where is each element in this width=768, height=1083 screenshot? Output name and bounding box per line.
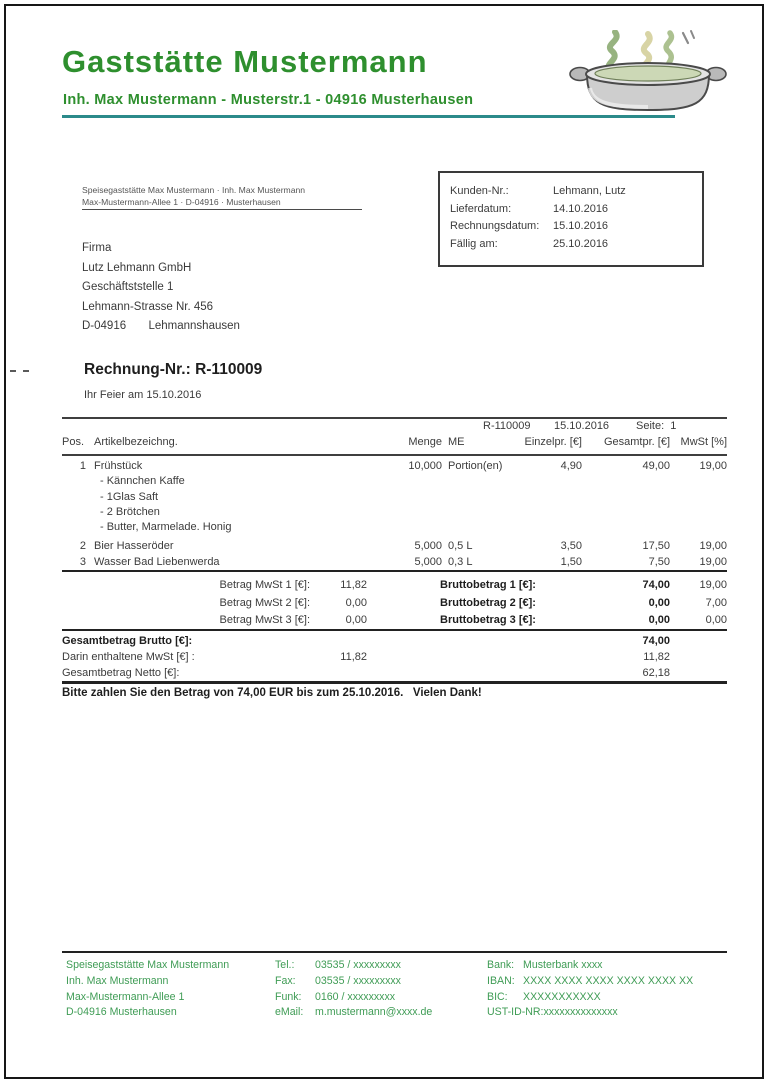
- row-description: Wasser Bad Liebenwerda: [94, 555, 220, 568]
- vat-amount-label: Betrag MwSt 1 [€]:: [219, 579, 310, 591]
- customer-number-value: Lehmann, Lutz: [553, 185, 626, 197]
- footer-divider: [62, 951, 727, 953]
- total-gross-value: 74,00: [642, 635, 670, 647]
- footer-city: D-04916 Musterhausen: [66, 1006, 177, 1019]
- table-header-row: [62, 436, 727, 448]
- row-sub-item: - 1Glas Saft: [100, 490, 159, 503]
- bank-value: Musterbank xxxx: [523, 959, 603, 971]
- footer-bank-column: [487, 958, 693, 1021]
- vat-rate-value: 7,00: [705, 596, 727, 609]
- meta-invoice-number: R-110009: [483, 420, 531, 432]
- total-gross-label: Gesamtbetrag Brutto [€]:: [62, 635, 193, 647]
- header-unit-price: Einzelpr. [€]: [524, 436, 582, 448]
- table-row: [62, 505, 727, 520]
- row-sub-item: - Butter, Marmelade. Honig: [100, 521, 232, 534]
- table-row: [62, 520, 727, 535]
- footer-company: Speisegaststätte Max Mustermann: [66, 959, 230, 971]
- phone-label: Tel.:: [275, 959, 295, 971]
- cooking-pot-icon: [550, 30, 746, 116]
- vat-amount-value: 0,00: [345, 596, 367, 609]
- mobile-label: Funk:: [275, 990, 302, 1003]
- row-unit-price: 3,50: [560, 540, 582, 553]
- row-vat: 19,00: [699, 540, 727, 553]
- table-row: [62, 474, 727, 489]
- header-total-price: Gesamtpr. [€]: [603, 436, 670, 448]
- row-unit: Portion(en): [448, 460, 503, 472]
- recipient-department: Geschäftststelle 1: [82, 281, 174, 293]
- fax-label: Fax:: [275, 974, 296, 987]
- included-vat-mid-value: 11,82: [340, 651, 367, 663]
- vat-rate-value: 19,00: [699, 579, 727, 591]
- header-pos: Pos.: [62, 436, 85, 448]
- table-rule-items-bottom: [62, 570, 727, 572]
- info-row-delivery-date: [450, 201, 696, 219]
- recipient-street: Lehmann-Strasse Nr. 456: [82, 300, 214, 313]
- info-row-due-date: [450, 236, 696, 254]
- row-pos: 3: [79, 555, 86, 568]
- total-net-row: [62, 665, 727, 681]
- header-unit: ME: [448, 436, 465, 448]
- vat-id-value: xxxxxxxxxxxxxx: [543, 1006, 618, 1019]
- header-vat: MwSt [%]: [680, 436, 727, 448]
- company-subtitle: Inh. Max Mustermann - Musterstr.1 - 04916 Musterhausen: [63, 92, 474, 108]
- table-row: [62, 459, 727, 474]
- table-rule-vat-bottom: [62, 629, 727, 631]
- sender-return-address: Max-Mustermann-Allee 1 · D-04916 · Musterhausen: [82, 197, 362, 210]
- invoice-number-title: Rechnung-Nr.: R-110009: [84, 361, 263, 378]
- table-rule-top: [62, 417, 727, 419]
- row-description: Bier Hasseröder: [94, 540, 174, 553]
- vat-amount-label: Betrag MwSt 3 [€]:: [219, 614, 310, 626]
- total-net-value: 62,18: [642, 667, 670, 679]
- row-total-price: 7,50: [648, 555, 670, 568]
- sender-line: Speisegaststätte Max Mustermann · Inh. Max Mustermann: [82, 185, 306, 195]
- vat-summary: [62, 577, 727, 630]
- vat-amount-value: 11,82: [340, 579, 367, 591]
- totals-section: [62, 633, 727, 681]
- meta-page-number: Seite: 1: [636, 420, 677, 432]
- footer-owner: Inh. Max Mustermann: [66, 974, 169, 987]
- row-unit: 0,3 L: [448, 555, 473, 568]
- table-row: [62, 555, 727, 570]
- due-date-label: Fällig am:: [450, 237, 498, 250]
- fax-value: 03535 / xxxxxxxxx: [315, 974, 401, 987]
- fold-mark: [10, 370, 29, 372]
- header-description: Artikelbezeichng.: [94, 436, 178, 448]
- row-quantity: 10,000: [408, 460, 442, 472]
- invoice-date-label: Rechnungsdatum:: [450, 220, 540, 232]
- bic-label: BIC:: [487, 990, 508, 1003]
- delivery-date-label: Lieferdatum:: [450, 202, 512, 215]
- gross-amount-label: Bruttobetrag 2 [€]:: [440, 596, 536, 609]
- gross-amount-label: Bruttobetrag 1 [€]:: [440, 579, 536, 591]
- row-pos: 2: [79, 540, 86, 553]
- payment-note: Bitte zahlen Sie den Betrag von 74,00 EUR bis zum 25.10.2016. Vielen Dank!: [62, 687, 482, 699]
- footer-street: Max-Mustermann-Allee 1: [66, 990, 185, 1003]
- table-row: [62, 490, 727, 505]
- meta-invoice-date: 15.10.2016: [554, 420, 610, 432]
- iban-label: IBAN:: [487, 974, 515, 987]
- customer-number-label: Kunden-Nr.:: [450, 185, 509, 197]
- email-value: m.mustermann@xxxx.de: [315, 1006, 433, 1019]
- table-row: [62, 539, 727, 554]
- info-row-invoice-date: [450, 218, 696, 236]
- row-total-price: 17,50: [642, 540, 670, 553]
- row-sub-item: - 2 Brötchen: [100, 505, 160, 518]
- row-unit-price: 1,50: [560, 555, 582, 568]
- recipient-city: D-04916 Lehmannshausen: [82, 320, 240, 332]
- company-title: Gaststätte Mustermann: [62, 44, 428, 79]
- total-gross-row: [62, 633, 727, 649]
- vat-rate-value: 0,00: [705, 614, 727, 626]
- gross-amount-value: 0,00: [648, 596, 670, 609]
- customer-info-box: [438, 171, 704, 267]
- bank-label: Bank:: [487, 959, 515, 971]
- row-unit-price: 4,90: [560, 460, 582, 472]
- vat-amount-value: 0,00: [345, 614, 367, 626]
- row-vat: 19,00: [699, 555, 727, 568]
- row-unit: 0,5 L: [448, 540, 473, 553]
- total-net-label: Gesamtbetrag Netto [€]:: [62, 667, 180, 679]
- invoice-date-value: 15.10.2016: [553, 220, 609, 232]
- delivery-date-value: 14.10.2016: [553, 202, 609, 215]
- row-description: Frühstück: [94, 460, 143, 472]
- row-quantity: 5,000: [414, 555, 442, 568]
- vat-amount-label: Betrag MwSt 2 [€]:: [219, 596, 310, 609]
- recipient-company: Lutz Lehmann GmbH: [82, 261, 192, 274]
- vat-row: [62, 612, 727, 630]
- mobile-value: 0160 / xxxxxxxxx: [315, 990, 396, 1003]
- row-pos: 1: [79, 460, 86, 472]
- footer-contact-column: [275, 958, 432, 1021]
- vat-row: [62, 577, 727, 595]
- gross-amount-value: 0,00: [648, 614, 670, 626]
- header-quantity: Menge: [408, 436, 442, 448]
- table-meta-row: [62, 420, 727, 435]
- row-vat: 19,00: [699, 460, 727, 472]
- row-sub-item: - Kännchen Kaffe: [100, 475, 185, 488]
- included-vat-value: 11,82: [643, 651, 670, 663]
- row-quantity: 5,000: [414, 540, 442, 553]
- table-body: [62, 459, 727, 570]
- included-vat-row: [62, 649, 727, 665]
- row-total-price: 49,00: [642, 460, 670, 472]
- info-row-customer: [450, 183, 696, 201]
- email-label: eMail:: [275, 1006, 304, 1019]
- due-date-value: 25.10.2016: [553, 237, 609, 250]
- gross-amount-label: Bruttobetrag 3 [€]:: [440, 614, 536, 626]
- included-vat-label: Darin enthaltene MwSt [€] :: [62, 651, 195, 663]
- recipient-address: [82, 239, 240, 337]
- phone-value: 03535 / xxxxxxxxx: [315, 959, 401, 971]
- vat-row: [62, 595, 727, 613]
- table-rule-header: [62, 454, 727, 456]
- iban-value: XXXX XXXX XXXX XXXX XXXX XX: [523, 974, 694, 987]
- table-rule-totals-bottom: [62, 681, 727, 684]
- vat-id-label: UST-ID-NR:: [487, 1006, 544, 1019]
- gross-amount-value: 74,00: [642, 579, 670, 591]
- invoice-subject: Ihr Feier am 15.10.2016: [84, 389, 202, 401]
- bic-value: XXXXXXXXXXX: [523, 990, 601, 1003]
- recipient-company-type: Firma: [82, 242, 112, 254]
- footer-address-column: [66, 958, 229, 1021]
